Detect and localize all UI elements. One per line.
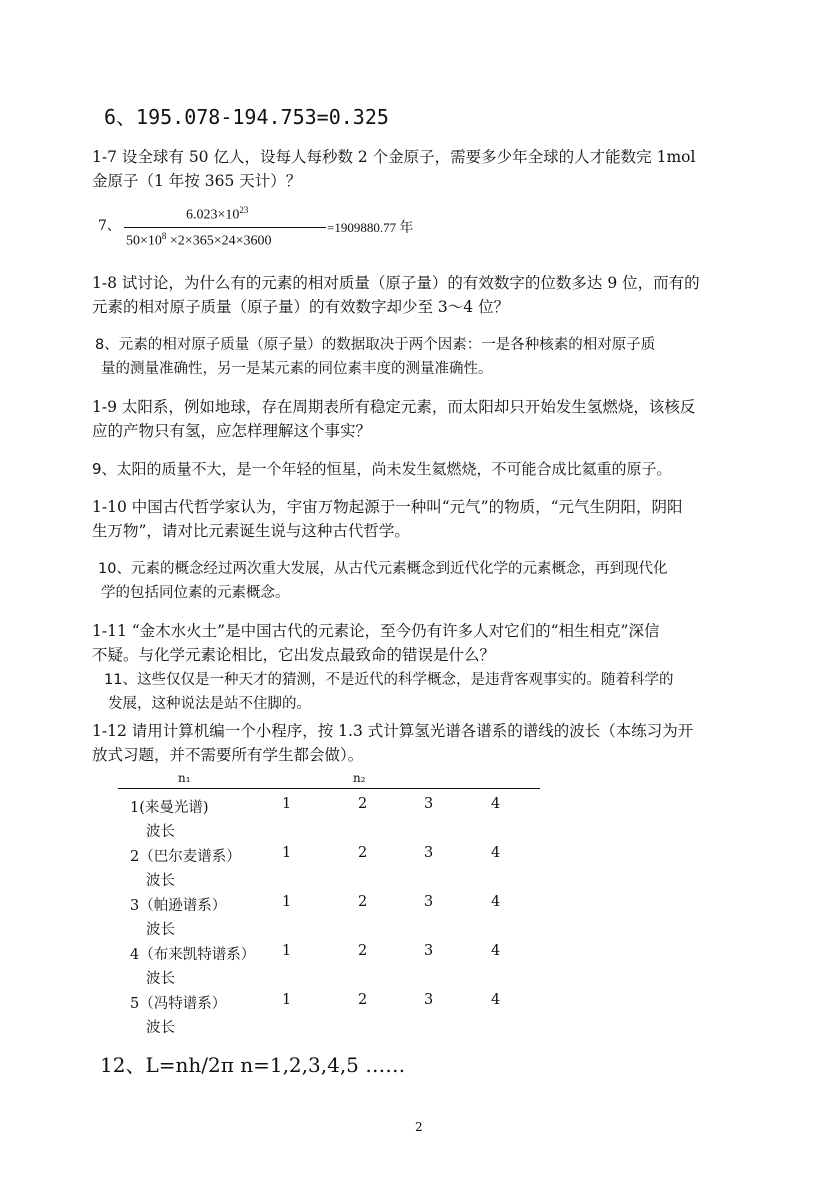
table-row-label: 1(来曼光谱) (130, 800, 209, 816)
fraction-line (124, 227, 326, 228)
question-1-10-line1: 1-10 中国古代哲学家认为，宇宙万物起源于一种叫“元气”的物质，“元气生阴阳，阴阳 (92, 498, 683, 516)
answer-7-numerator: $6.023\times 10^{23}$ (186, 205, 249, 223)
question-1-9-line1: 1-9 太阳系，例如地球，存在周期表所有稳定元素，而太阳却只开始发生氢燃烧，该核反 (92, 398, 696, 416)
table-cell: 2 (358, 796, 368, 812)
table-header-rule (118, 788, 540, 789)
answer-7-denominator: $50\times 10^8 \times 2\times 365\times 24\times 3600$ (126, 231, 272, 249)
table-cell: 3 (424, 845, 434, 861)
answer-7-prefix: 7、 (98, 218, 121, 234)
answer-11-line1: 11、这些仅仅是一种天才的猜测，不是近代的科学概念，是违背客观事实的。随着科学的 (104, 672, 674, 688)
question-1-8-line1: 1-8 试讨论，为什么有的元素的相对质量（原子量）的有效数字的位数多达 9 位，而有的 (92, 274, 700, 292)
answer-6: 6、195.078-194.753=0.325 (104, 105, 389, 129)
table-cell: 4 (491, 845, 501, 861)
table-row-wavelength: 波长 (146, 922, 175, 938)
table-cell: 1 (282, 943, 292, 959)
table-cell: 3 (424, 796, 434, 812)
table-row-wavelength: 波长 (146, 1020, 175, 1036)
table-cell: 4 (491, 796, 501, 812)
table-cell: 2 (358, 845, 368, 861)
table-row-label: 3（帕逊谱系） (130, 898, 227, 914)
question-1-8-line2: 元素的相对原子质量（原子量）的有效数字却少至 3～4 位？ (92, 298, 510, 316)
table-row-wavelength: 波长 (146, 971, 175, 987)
table-row-label: 2（巴尔麦谱系） (130, 849, 241, 865)
question-1-9-line2: 应的产物只有氢，应怎样理解这个事实？ (92, 422, 372, 440)
page-number: 2 (415, 1120, 423, 1134)
table-row-label: 4（布来凯特谱系） (130, 947, 256, 963)
answer-8-line1: 8、元素的相对原子质量（原子量）的数据取决于两个因素：一是各种核素的相对原子质 (95, 337, 656, 353)
table-cell: 3 (424, 992, 434, 1008)
table-cell: 2 (358, 943, 368, 959)
table-row-wavelength: 波长 (146, 873, 175, 889)
table-cell: 1 (282, 894, 292, 910)
question-1-12-line1: 1-12 请用计算机编一个小程序，按 1.3 式计算氢光谱各谱系的谱线的波长（本练习为开 (92, 722, 694, 740)
question-1-7-line1: 1-7 设全球有 50 亿人，设每人每秒数 2 个金原子，需要多少年全球的人才能数完 1mol (92, 148, 696, 166)
table-cell: 4 (491, 943, 501, 959)
answer-9: 9、太阳的质量不大，是一个年轻的恒星，尚未发生氦燃烧，不可能合成比氦重的原子。 (92, 460, 672, 478)
answer-11-line2: 发展，这种说法是站不住脚的。 (108, 696, 311, 712)
table-cell: 1 (282, 845, 292, 861)
answer-8-line2: 量的测量准确性，另一是某元素的同位素丰度的测量准确性。 (101, 361, 493, 377)
table-header-n2: n₂ (353, 771, 366, 785)
question-1-11-line1: 1-11 “金木水火土”是中国古代的元素论，至今仍有许多人对它们的“相生相克”深信 (92, 622, 660, 640)
answer-10-line2: 学的包括同位素的元素概念。 (101, 585, 290, 601)
table-cell: 2 (358, 992, 368, 1008)
table-cell: 1 (282, 796, 292, 812)
answer-10-line1: 10、元素的概念经过两次重大发展，从古代元素概念到近代化学的元素概念，再到现代化 (98, 561, 668, 577)
question-1-10-line2: 生万物”，请对比元素诞生说与这种古代哲学。 (92, 522, 410, 540)
answer-12: 12、L=nh/2π n=1,2,3,4,5 …… (100, 1053, 406, 1077)
table-row-label: 5（冯特谱系） (130, 996, 227, 1012)
table-cell: 4 (491, 894, 501, 910)
table-cell: 2 (358, 894, 368, 910)
table-header-n1: n₁ (178, 771, 191, 785)
answer-7-result: =1909880.77 年 (327, 220, 414, 236)
table-cell: 4 (491, 992, 501, 1008)
table-row-wavelength: 波长 (146, 824, 175, 840)
question-1-12-line2: 放式习题，并不需要所有学生都会做）。 (92, 746, 364, 764)
table-cell: 3 (424, 894, 434, 910)
table-cell: 3 (424, 943, 434, 959)
table-cell: 1 (282, 992, 292, 1008)
question-1-7-line2: 金原子（1 年按 365 天计）？ (92, 172, 302, 190)
question-1-11-line2: 不疑。与化学元素论相比，它出发点最致命的错误是什么？ (92, 646, 496, 664)
